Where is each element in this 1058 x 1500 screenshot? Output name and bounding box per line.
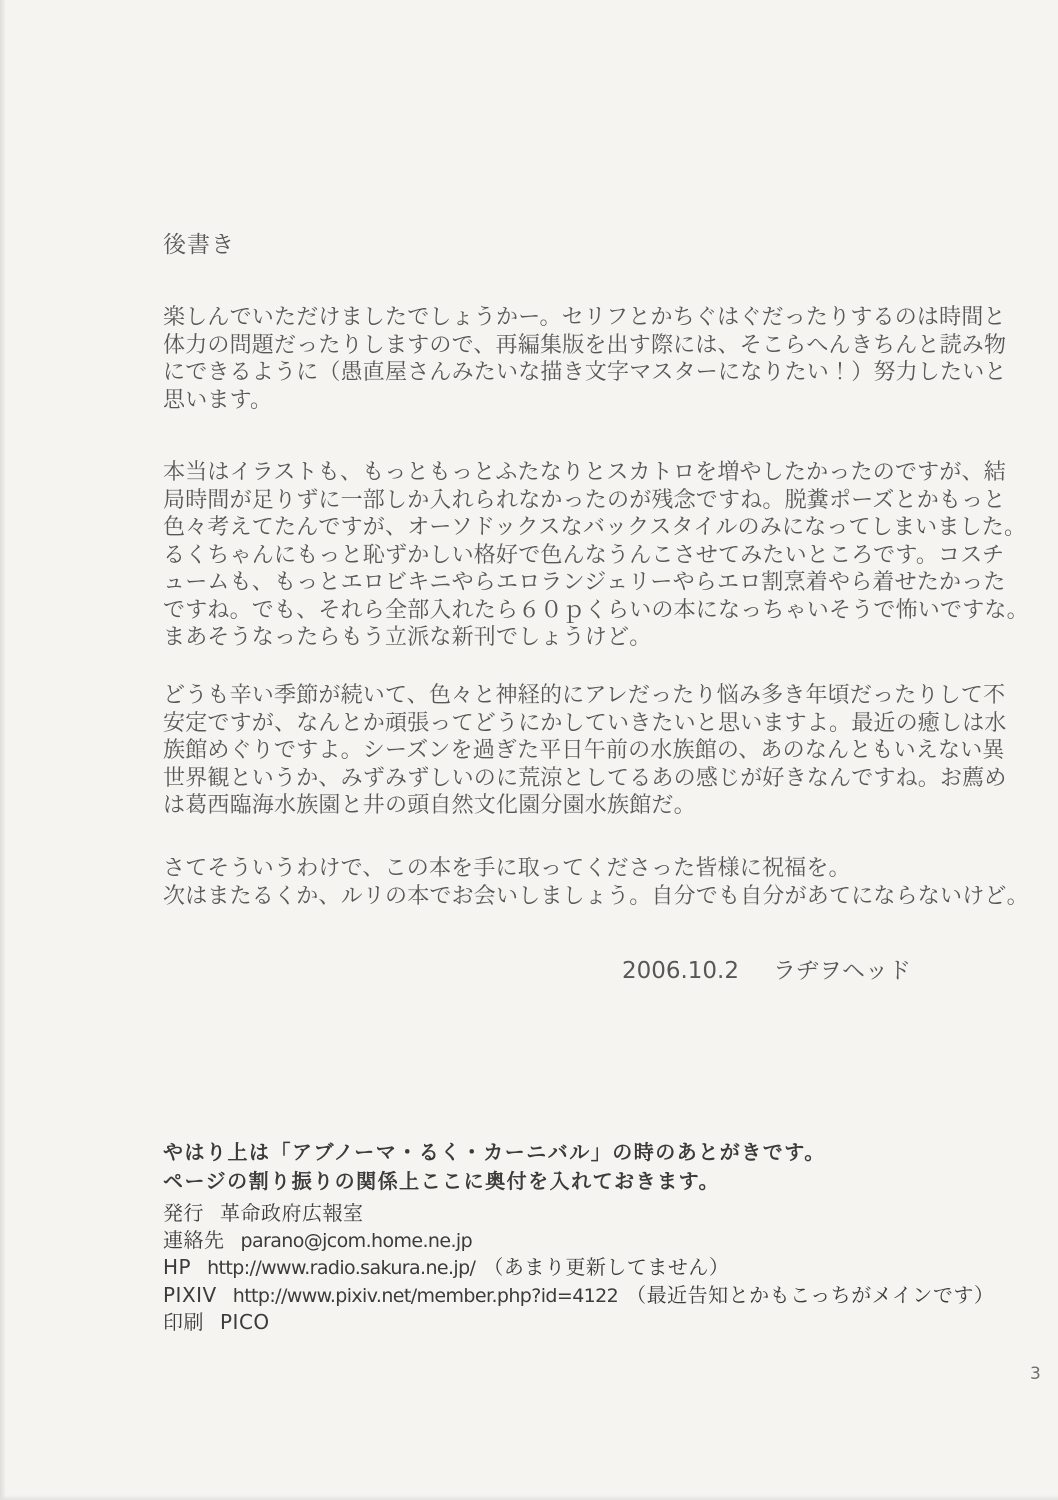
afterword-text-line: 安定ですが、なんとか頑張ってどうにかしていきたいと思いますよ。最近の癒しは水 (163, 710, 1007, 736)
afterword-text-line: にできるように（愚直屋さんみたいな描き文字マスターになりたい！）努力したいと (163, 360, 1007, 385)
afterword-text-line: さてそういうわけで、この本を手に取ってくださった皆様に祝福を。 (163, 856, 851, 881)
afterword-text-line: ュームも、もっとエロビキニやらエロランジェリーやらエロ割烹着やら着せたかった (163, 570, 1006, 595)
afterword-text-line: 局時間が足りずに一部しか入れられなかったのが残念ですね。脱糞ポーズとかもっと (163, 487, 1006, 513)
colophon-homepage-row (163, 1254, 925, 1282)
scan-edge-left (0, 0, 6, 1500)
afterword-paragraph-4 (163, 855, 1029, 910)
afterword-text-line: 世界観というか、みずみずしいのに荒涼としてるあの感じが好きなんですね。お薦め (163, 765, 1007, 791)
afterword-text-line: ですね。でも、それら全部入れたら６０ｐくらいの本になっちゃいそうで怖いですな。 (163, 597, 1029, 623)
editorial-note-line: ページの割り振りの関係上ここに奥付を入れておきます。 (163, 1169, 720, 1193)
colophon (163, 1200, 995, 1336)
colophon-pixiv-row (163, 1282, 995, 1310)
page-number: 3 (1030, 1364, 1041, 1384)
afterword-text-line: 体力の問題だったりしますので、再編集版を出す際には、そこらへんきちんと読み物 (163, 332, 1007, 358)
afterword-text-line: 本当はイラストも、もっともっとふたなりとスカトロを増やしたかったのですが、結 (163, 460, 1006, 485)
page-title: 後書き (163, 232, 235, 258)
colophon-contact-row (163, 1227, 925, 1255)
afterword-text-line: 次はまたるくか、ルリの本でお会いしましょう。自分でも自分があてにならないけど。 (163, 883, 1029, 909)
afterword-text-line: まあそうなったらもう立派な新刊でしょうけど。 (163, 625, 652, 650)
signature-line (163, 952, 911, 985)
homepage-note: （あまり更新してません） (483, 1255, 730, 1279)
pixiv-url: http://www.pixiv.net/member.php?id=4122 (232, 1284, 619, 1307)
homepage-label: HP (163, 1255, 192, 1279)
afterword-text-line: 楽しんでいただけましたでしょうかー。セリフとかちぐはぐだったりするのは時間と (163, 305, 1006, 330)
afterword-text-line: 思います。 (163, 387, 273, 413)
afterword-paragraph-1 (163, 304, 1007, 414)
publisher-name: 革命政府広報室 (220, 1201, 364, 1225)
afterword-paragraph-3 (163, 682, 1007, 820)
contact-label: 連絡先 (163, 1227, 225, 1252)
signature-date: 2006.10.2 (621, 958, 739, 984)
pixiv-note: （最近告知とかもこっちがメインです） (626, 1282, 995, 1307)
editorial-note-line: やはり上は「アブノーマ・るく・カーニバル」の時のあとがきです。 (163, 1140, 826, 1164)
colophon-printer-row (163, 1309, 925, 1336)
afterword-text-line: は葛西臨海水族園と井の頭自然文化園分園水族館だ。 (163, 793, 696, 818)
contact-email: parano@jcom.home.ne.jp (240, 1229, 473, 1252)
afterword-text-line: るくちゃんにもっと恥ずかしい格好で色んなうんこさせてみたいところです。コスチ (163, 542, 1005, 568)
colophon-publisher-row (163, 1200, 925, 1227)
printer-label: 印刷 (163, 1310, 204, 1334)
printer-name: PICO (220, 1310, 270, 1334)
homepage-url: http://www.radio.sakura.ne.jp/ (207, 1257, 476, 1279)
afterword-text-line: どうも辛い季節が続いて、色々と神経的にアレだったり悩み多き年頃だったりして不 (163, 683, 1006, 708)
editorial-note (163, 1138, 925, 1196)
scan-edge-bottom (0, 1495, 1058, 1500)
afterword-text-line: 族館めぐりですよ。シーズンを過ぎた平日午前の水族館の、あのなんともいえない異 (163, 738, 1005, 763)
afterword-text-line: 色々考えてたんですが、オーソドックスなバックスタイルのみになってしまいました。 (163, 515, 1027, 540)
signature-author: ラヂヲヘッド (773, 958, 911, 984)
pixiv-label: PIXIV (163, 1282, 217, 1307)
publisher-label: 発行 (163, 1201, 204, 1225)
afterword-paragraph-2 (163, 459, 1029, 652)
